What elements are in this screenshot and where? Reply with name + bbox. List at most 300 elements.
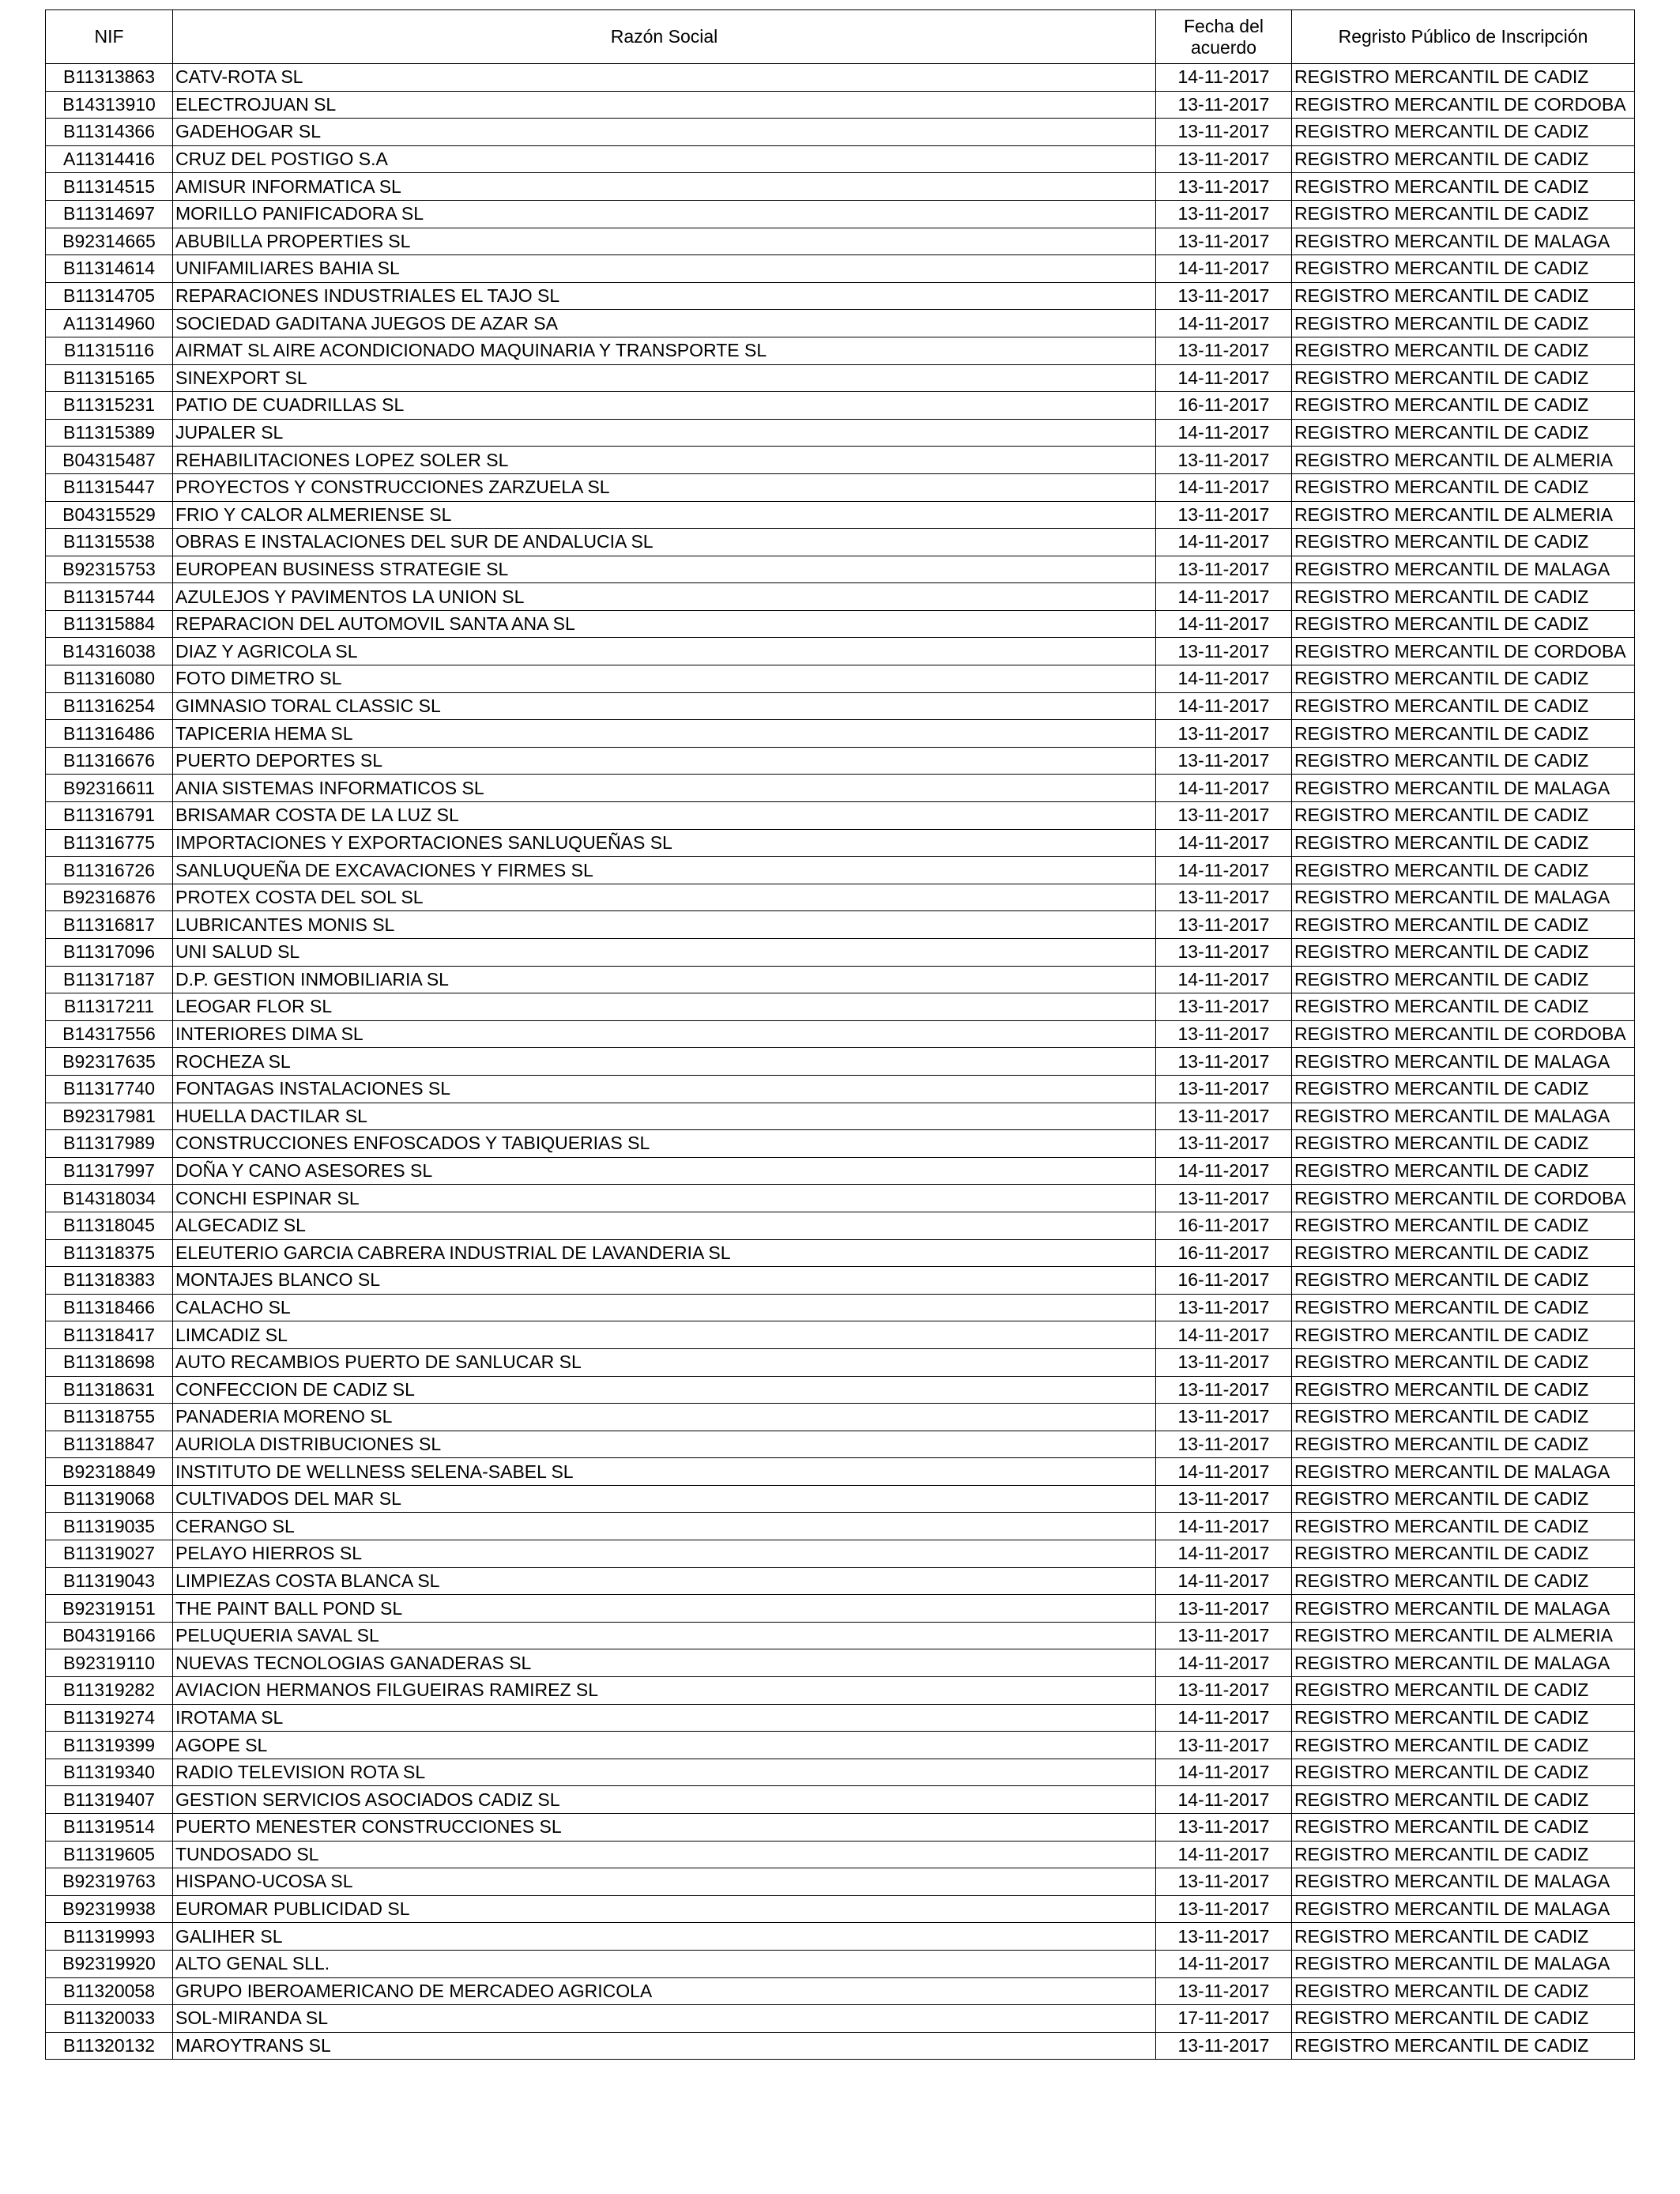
- table-row: [46, 1157, 1635, 1185]
- cell-razon-social: CERANGO SL: [173, 1513, 1156, 1540]
- table-row: [46, 747, 1635, 775]
- table-row: [46, 829, 1635, 857]
- cell-fecha-acuerdo: 13-11-2017: [1156, 1868, 1292, 1896]
- cell-nif: B11318383: [46, 1267, 173, 1295]
- cell-razon-social: PROYECTOS Y CONSTRUCCIONES ZARZUELA SL: [173, 473, 1156, 501]
- header-razon-social: Razón Social: [173, 10, 1156, 64]
- cell-registro: REGISTRO MERCANTIL DE MALAGA: [1292, 1595, 1635, 1623]
- cell-nif: B11314705: [46, 282, 173, 310]
- cell-razon-social: RADIO TELEVISION ROTA SL: [173, 1759, 1156, 1786]
- table-row: [46, 1431, 1635, 1458]
- cell-registro: REGISTRO MERCANTIL DE CADIZ: [1292, 473, 1635, 501]
- cell-nif: B11317187: [46, 966, 173, 993]
- cell-nif: B92314665: [46, 228, 173, 255]
- cell-razon-social: DIAZ Y AGRICOLA SL: [173, 638, 1156, 665]
- cell-razon-social: PATIO DE CUADRILLAS SL: [173, 392, 1156, 420]
- table-row: [46, 1732, 1635, 1759]
- cell-nif: B11318631: [46, 1376, 173, 1404]
- cell-registro: REGISTRO MERCANTIL DE CADIZ: [1292, 64, 1635, 92]
- cell-razon-social: ELEUTERIO GARCIA CABRERA INDUSTRIAL DE LAVANDERIA SL: [173, 1239, 1156, 1267]
- cell-registro: REGISTRO MERCANTIL DE CADIZ: [1292, 255, 1635, 283]
- cell-razon-social: ANIA SISTEMAS INFORMATICOS SL: [173, 775, 1156, 802]
- cell-fecha-acuerdo: 13-11-2017: [1156, 337, 1292, 364]
- cell-razon-social: MORILLO PANIFICADORA SL: [173, 200, 1156, 228]
- cell-razon-social: TUNDOSADO SL: [173, 1841, 1156, 1868]
- table-row: [46, 1923, 1635, 1951]
- cell-nif: B11317211: [46, 993, 173, 1021]
- cell-razon-social: AVIACION HERMANOS FILGUEIRAS RAMIREZ SL: [173, 1677, 1156, 1705]
- cell-fecha-acuerdo: 13-11-2017: [1156, 1020, 1292, 1048]
- cell-fecha-acuerdo: 13-11-2017: [1156, 1431, 1292, 1458]
- cell-razon-social: PELAYO HIERROS SL: [173, 1540, 1156, 1568]
- cell-nif: B11319282: [46, 1677, 173, 1705]
- cell-registro: REGISTRO MERCANTIL DE MALAGA: [1292, 1458, 1635, 1486]
- cell-registro: REGISTRO MERCANTIL DE CADIZ: [1292, 1157, 1635, 1185]
- cell-razon-social: LUBRICANTES MONIS SL: [173, 911, 1156, 939]
- cell-nif: B11317740: [46, 1075, 173, 1103]
- cell-fecha-acuerdo: 13-11-2017: [1156, 1376, 1292, 1404]
- cell-nif: B11314366: [46, 119, 173, 146]
- cell-fecha-acuerdo: 14-11-2017: [1156, 1649, 1292, 1677]
- cell-fecha-acuerdo: 13-11-2017: [1156, 2032, 1292, 2060]
- cell-registro: REGISTRO MERCANTIL DE CADIZ: [1292, 310, 1635, 337]
- cell-fecha-acuerdo: 16-11-2017: [1156, 1267, 1292, 1295]
- cell-registro: REGISTRO MERCANTIL DE CADIZ: [1292, 1923, 1635, 1951]
- cell-nif: B11315744: [46, 583, 173, 611]
- cell-razon-social: ELECTROJUAN SL: [173, 91, 1156, 119]
- cell-fecha-acuerdo: 13-11-2017: [1156, 91, 1292, 119]
- cell-fecha-acuerdo: 13-11-2017: [1156, 993, 1292, 1021]
- table-row: [46, 2005, 1635, 2033]
- cell-fecha-acuerdo: 13-11-2017: [1156, 501, 1292, 529]
- header-row: [46, 10, 1635, 64]
- table-row: [46, 1020, 1635, 1048]
- cell-fecha-acuerdo: 14-11-2017: [1156, 473, 1292, 501]
- cell-registro: REGISTRO MERCANTIL DE CORDOBA: [1292, 91, 1635, 119]
- cell-nif: B92315753: [46, 556, 173, 583]
- cell-registro: REGISTRO MERCANTIL DE MALAGA: [1292, 1103, 1635, 1130]
- cell-fecha-acuerdo: 13-11-2017: [1156, 173, 1292, 201]
- cell-registro: REGISTRO MERCANTIL DE CADIZ: [1292, 747, 1635, 775]
- cell-nif: B92319110: [46, 1649, 173, 1677]
- cell-fecha-acuerdo: 14-11-2017: [1156, 829, 1292, 857]
- cell-razon-social: PANADERIA MORENO SL: [173, 1404, 1156, 1431]
- cell-fecha-acuerdo: 14-11-2017: [1156, 583, 1292, 611]
- cell-registro: REGISTRO MERCANTIL DE CADIZ: [1292, 1977, 1635, 2005]
- cell-nif: B11316817: [46, 911, 173, 939]
- table-body: [46, 64, 1635, 2060]
- cell-razon-social: PUERTO DEPORTES SL: [173, 747, 1156, 775]
- table-row: [46, 282, 1635, 310]
- table-row: [46, 392, 1635, 420]
- cell-razon-social: TAPICERIA HEMA SL: [173, 720, 1156, 748]
- cell-razon-social: DOÑA Y CANO ASESORES SL: [173, 1157, 1156, 1185]
- cell-nif: B11318755: [46, 1404, 173, 1431]
- table-row: [46, 119, 1635, 146]
- cell-fecha-acuerdo: 13-11-2017: [1156, 1814, 1292, 1842]
- cell-registro: REGISTRO MERCANTIL DE CADIZ: [1292, 692, 1635, 720]
- header-registro: Regristo Público de Inscripción: [1292, 10, 1635, 64]
- cell-razon-social: EUROPEAN BUSINESS STRATEGIE SL: [173, 556, 1156, 583]
- cell-razon-social: INTERIORES DIMA SL: [173, 1020, 1156, 1048]
- cell-nif: B11316676: [46, 747, 173, 775]
- table-row: [46, 447, 1635, 474]
- cell-nif: B11314515: [46, 173, 173, 201]
- table-row: [46, 419, 1635, 447]
- cell-fecha-acuerdo: 14-11-2017: [1156, 1513, 1292, 1540]
- cell-razon-social: MONTAJES BLANCO SL: [173, 1267, 1156, 1295]
- cell-fecha-acuerdo: 13-11-2017: [1156, 1348, 1292, 1376]
- cell-razon-social: FOTO DIMETRO SL: [173, 665, 1156, 693]
- cell-razon-social: LIMPIEZAS COSTA BLANCA SL: [173, 1567, 1156, 1595]
- table-row: [46, 720, 1635, 748]
- table-row: [46, 692, 1635, 720]
- table-row: [46, 1485, 1635, 1513]
- cell-registro: REGISTRO MERCANTIL DE CORDOBA: [1292, 1185, 1635, 1212]
- cell-registro: REGISTRO MERCANTIL DE CADIZ: [1292, 145, 1635, 173]
- cell-nif: B11319274: [46, 1704, 173, 1732]
- cell-registro: REGISTRO MERCANTIL DE MALAGA: [1292, 1649, 1635, 1677]
- cell-registro: REGISTRO MERCANTIL DE CADIZ: [1292, 529, 1635, 556]
- cell-razon-social: FONTAGAS INSTALACIONES SL: [173, 1075, 1156, 1103]
- cell-registro: REGISTRO MERCANTIL DE CADIZ: [1292, 173, 1635, 201]
- cell-nif: B92316876: [46, 884, 173, 911]
- cell-nif: B92319763: [46, 1868, 173, 1896]
- cell-registro: REGISTRO MERCANTIL DE CADIZ: [1292, 200, 1635, 228]
- header-fecha-acuerdo: Fecha del acuerdo: [1156, 10, 1292, 64]
- cell-nif: B11314697: [46, 200, 173, 228]
- cell-razon-social: CRUZ DEL POSTIGO S.A: [173, 145, 1156, 173]
- cell-razon-social: PUERTO MENESTER CONSTRUCCIONES SL: [173, 1814, 1156, 1842]
- cell-fecha-acuerdo: 13-11-2017: [1156, 1103, 1292, 1130]
- cell-fecha-acuerdo: 14-11-2017: [1156, 665, 1292, 693]
- table-row: [46, 638, 1635, 665]
- cell-nif: B04319166: [46, 1622, 173, 1649]
- cell-razon-social: REHABILITACIONES LOPEZ SOLER SL: [173, 447, 1156, 474]
- cell-razon-social: PROTEX COSTA DEL SOL SL: [173, 884, 1156, 911]
- table-row: [46, 1458, 1635, 1486]
- table-row: [46, 1759, 1635, 1786]
- table-row: [46, 1950, 1635, 1977]
- table-row: [46, 583, 1635, 611]
- cell-nif: B11316791: [46, 802, 173, 830]
- cell-razon-social: NUEVAS TECNOLOGIAS GANADERAS SL: [173, 1649, 1156, 1677]
- cell-razon-social: SOL-MIRANDA SL: [173, 2005, 1156, 2033]
- cell-registro: REGISTRO MERCANTIL DE CADIZ: [1292, 1677, 1635, 1705]
- cell-fecha-acuerdo: 13-11-2017: [1156, 1677, 1292, 1705]
- cell-razon-social: ROCHEZA SL: [173, 1048, 1156, 1076]
- cell-fecha-acuerdo: 14-11-2017: [1156, 1704, 1292, 1732]
- cell-nif: B11319043: [46, 1567, 173, 1595]
- cell-razon-social: INSTITUTO DE WELLNESS SELENA-SABEL SL: [173, 1458, 1156, 1486]
- cell-nif: B11317997: [46, 1157, 173, 1185]
- cell-razon-social: ABUBILLA PROPERTIES SL: [173, 228, 1156, 255]
- cell-registro: REGISTRO MERCANTIL DE CADIZ: [1292, 2005, 1635, 2033]
- cell-nif: B14313910: [46, 91, 173, 119]
- cell-nif: B92319938: [46, 1895, 173, 1923]
- cell-fecha-acuerdo: 14-11-2017: [1156, 419, 1292, 447]
- cell-registro: REGISTRO MERCANTIL DE MALAGA: [1292, 1868, 1635, 1896]
- cell-razon-social: AMISUR INFORMATICA SL: [173, 173, 1156, 201]
- cell-registro: REGISTRO MERCANTIL DE CADIZ: [1292, 829, 1635, 857]
- cell-fecha-acuerdo: 14-11-2017: [1156, 364, 1292, 392]
- cell-razon-social: GIMNASIO TORAL CLASSIC SL: [173, 692, 1156, 720]
- cell-razon-social: AIRMAT SL AIRE ACONDICIONADO MAQUINARIA Y TRANSPORTE SL: [173, 337, 1156, 364]
- cell-fecha-acuerdo: 13-11-2017: [1156, 638, 1292, 665]
- cell-fecha-acuerdo: 14-11-2017: [1156, 775, 1292, 802]
- cell-razon-social: CALACHO SL: [173, 1294, 1156, 1321]
- cell-registro: REGISTRO MERCANTIL DE CADIZ: [1292, 1704, 1635, 1732]
- cell-registro: REGISTRO MERCANTIL DE CADIZ: [1292, 282, 1635, 310]
- cell-nif: B92316611: [46, 775, 173, 802]
- cell-fecha-acuerdo: 16-11-2017: [1156, 392, 1292, 420]
- cell-fecha-acuerdo: 13-11-2017: [1156, 447, 1292, 474]
- cell-fecha-acuerdo: 13-11-2017: [1156, 911, 1292, 939]
- cell-razon-social: FRIO Y CALOR ALMERIENSE SL: [173, 501, 1156, 529]
- cell-registro: REGISTRO MERCANTIL DE CADIZ: [1292, 1431, 1635, 1458]
- table-row: [46, 228, 1635, 255]
- cell-fecha-acuerdo: 13-11-2017: [1156, 939, 1292, 967]
- cell-razon-social: IROTAMA SL: [173, 1704, 1156, 1732]
- cell-nif: B04315487: [46, 447, 173, 474]
- cell-registro: REGISTRO MERCANTIL DE CADIZ: [1292, 665, 1635, 693]
- cell-nif: B11313863: [46, 64, 173, 92]
- cell-registro: REGISTRO MERCANTIL DE MALAGA: [1292, 1895, 1635, 1923]
- cell-nif: B11319027: [46, 1540, 173, 1568]
- cell-fecha-acuerdo: 14-11-2017: [1156, 1841, 1292, 1868]
- cell-razon-social: OBRAS E INSTALACIONES DEL SUR DE ANDALUCIA SL: [173, 529, 1156, 556]
- cell-registro: REGISTRO MERCANTIL DE CORDOBA: [1292, 638, 1635, 665]
- table-row: [46, 1321, 1635, 1349]
- cell-nif: B11318375: [46, 1239, 173, 1267]
- table-row: [46, 255, 1635, 283]
- table-row: [46, 1841, 1635, 1868]
- table-row: [46, 173, 1635, 201]
- cell-registro: REGISTRO MERCANTIL DE CADIZ: [1292, 1267, 1635, 1295]
- table-row: [46, 1977, 1635, 2005]
- cell-razon-social: PELUQUERIA SAVAL SL: [173, 1622, 1156, 1649]
- cell-nif: B11317989: [46, 1130, 173, 1158]
- cell-fecha-acuerdo: 13-11-2017: [1156, 747, 1292, 775]
- cell-nif: B11318417: [46, 1321, 173, 1349]
- cell-fecha-acuerdo: 14-11-2017: [1156, 610, 1292, 638]
- cell-registro: REGISTRO MERCANTIL DE MALAGA: [1292, 884, 1635, 911]
- cell-nif: B11319407: [46, 1786, 173, 1814]
- cell-nif: B11319068: [46, 1485, 173, 1513]
- cell-nif: B11314614: [46, 255, 173, 283]
- cell-razon-social: UNI SALUD SL: [173, 939, 1156, 967]
- cell-fecha-acuerdo: 13-11-2017: [1156, 200, 1292, 228]
- cell-registro: REGISTRO MERCANTIL DE CADIZ: [1292, 1759, 1635, 1786]
- cell-registro: REGISTRO MERCANTIL DE CADIZ: [1292, 1376, 1635, 1404]
- cell-nif: B92319920: [46, 1950, 173, 1977]
- cell-razon-social: CATV-ROTA SL: [173, 64, 1156, 92]
- cell-fecha-acuerdo: 13-11-2017: [1156, 1595, 1292, 1623]
- cell-fecha-acuerdo: 17-11-2017: [1156, 2005, 1292, 2033]
- table-row: [46, 857, 1635, 884]
- cell-fecha-acuerdo: 13-11-2017: [1156, 720, 1292, 748]
- cell-nif: B11315165: [46, 364, 173, 392]
- cell-razon-social: MAROYTRANS SL: [173, 2032, 1156, 2060]
- cell-nif: B11316486: [46, 720, 173, 748]
- table-row: [46, 665, 1635, 693]
- cell-nif: B11315447: [46, 473, 173, 501]
- cell-nif: B11316726: [46, 857, 173, 884]
- table-row: [46, 966, 1635, 993]
- cell-razon-social: AURIOLA DISTRIBUCIONES SL: [173, 1431, 1156, 1458]
- cell-nif: B11315116: [46, 337, 173, 364]
- cell-nif: B11319340: [46, 1759, 173, 1786]
- table-row: [46, 501, 1635, 529]
- cell-fecha-acuerdo: 13-11-2017: [1156, 884, 1292, 911]
- cell-razon-social: GRUPO IBEROAMERICANO DE MERCADEO AGRICOLA: [173, 1977, 1156, 2005]
- cell-nif: B11319514: [46, 1814, 173, 1842]
- cell-razon-social: CONCHI ESPINAR SL: [173, 1185, 1156, 1212]
- cell-nif: B11318466: [46, 1294, 173, 1321]
- table-row: [46, 802, 1635, 830]
- cell-razon-social: REPARACIONES INDUSTRIALES EL TAJO SL: [173, 282, 1156, 310]
- cell-razon-social: HISPANO-UCOSA SL: [173, 1868, 1156, 1896]
- cell-registro: REGISTRO MERCANTIL DE CADIZ: [1292, 583, 1635, 611]
- cell-razon-social: REPARACION DEL AUTOMOVIL SANTA ANA SL: [173, 610, 1156, 638]
- table-row: [46, 2032, 1635, 2060]
- cell-registro: REGISTRO MERCANTIL DE CADIZ: [1292, 1075, 1635, 1103]
- cell-registro: REGISTRO MERCANTIL DE ALMERIA: [1292, 1622, 1635, 1649]
- cell-fecha-acuerdo: 13-11-2017: [1156, 1485, 1292, 1513]
- cell-nif: B11318698: [46, 1348, 173, 1376]
- cell-registro: REGISTRO MERCANTIL DE CADIZ: [1292, 364, 1635, 392]
- cell-registro: REGISTRO MERCANTIL DE CADIZ: [1292, 720, 1635, 748]
- cell-registro: REGISTRO MERCANTIL DE CADIZ: [1292, 1786, 1635, 1814]
- cell-fecha-acuerdo: 14-11-2017: [1156, 1786, 1292, 1814]
- registry-table: [45, 9, 1635, 2060]
- cell-registro: REGISTRO MERCANTIL DE CADIZ: [1292, 1732, 1635, 1759]
- cell-razon-social: D.P. GESTION INMOBILIARIA SL: [173, 966, 1156, 993]
- cell-razon-social: IMPORTACIONES Y EXPORTACIONES SANLUQUEÑAS SL: [173, 829, 1156, 857]
- table-row: [46, 911, 1635, 939]
- table-row: [46, 1814, 1635, 1842]
- cell-registro: REGISTRO MERCANTIL DE CADIZ: [1292, 1404, 1635, 1431]
- table-row: [46, 64, 1635, 92]
- table-row: [46, 1348, 1635, 1376]
- cell-registro: REGISTRO MERCANTIL DE CADIZ: [1292, 966, 1635, 993]
- table-row: [46, 556, 1635, 583]
- cell-nif: B11316254: [46, 692, 173, 720]
- cell-razon-social: UNIFAMILIARES BAHIA SL: [173, 255, 1156, 283]
- table-row: [46, 1075, 1635, 1103]
- cell-razon-social: ALGECADIZ SL: [173, 1212, 1156, 1239]
- cell-registro: REGISTRO MERCANTIL DE CADIZ: [1292, 1540, 1635, 1568]
- cell-registro: REGISTRO MERCANTIL DE MALAGA: [1292, 228, 1635, 255]
- cell-razon-social: LIMCADIZ SL: [173, 1321, 1156, 1349]
- cell-fecha-acuerdo: 13-11-2017: [1156, 1075, 1292, 1103]
- table-row: [46, 1649, 1635, 1677]
- table-row: [46, 1540, 1635, 1568]
- cell-registro: REGISTRO MERCANTIL DE CADIZ: [1292, 911, 1635, 939]
- cell-nif: B11315538: [46, 529, 173, 556]
- cell-fecha-acuerdo: 13-11-2017: [1156, 556, 1292, 583]
- table-row: [46, 610, 1635, 638]
- cell-fecha-acuerdo: 14-11-2017: [1156, 1458, 1292, 1486]
- cell-registro: REGISTRO MERCANTIL DE ALMERIA: [1292, 447, 1635, 474]
- cell-nif: B92319151: [46, 1595, 173, 1623]
- cell-fecha-acuerdo: 14-11-2017: [1156, 255, 1292, 283]
- cell-fecha-acuerdo: 13-11-2017: [1156, 119, 1292, 146]
- table-row: [46, 529, 1635, 556]
- cell-fecha-acuerdo: 16-11-2017: [1156, 1212, 1292, 1239]
- cell-nif: B14316038: [46, 638, 173, 665]
- cell-razon-social: CULTIVADOS DEL MAR SL: [173, 1485, 1156, 1513]
- table-row: [46, 1294, 1635, 1321]
- cell-fecha-acuerdo: 16-11-2017: [1156, 1239, 1292, 1267]
- cell-nif: B11316080: [46, 665, 173, 693]
- cell-nif: B11319035: [46, 1513, 173, 1540]
- cell-registro: REGISTRO MERCANTIL DE CADIZ: [1292, 802, 1635, 830]
- table-row: [46, 200, 1635, 228]
- cell-fecha-acuerdo: 14-11-2017: [1156, 529, 1292, 556]
- cell-registro: REGISTRO MERCANTIL DE MALAGA: [1292, 1950, 1635, 1977]
- cell-fecha-acuerdo: 13-11-2017: [1156, 145, 1292, 173]
- cell-razon-social: AGOPE SL: [173, 1732, 1156, 1759]
- cell-fecha-acuerdo: 13-11-2017: [1156, 1294, 1292, 1321]
- cell-registro: REGISTRO MERCANTIL DE CADIZ: [1292, 993, 1635, 1021]
- cell-nif: B11320058: [46, 1977, 173, 2005]
- cell-registro: REGISTRO MERCANTIL DE CADIZ: [1292, 1485, 1635, 1513]
- table-row: [46, 145, 1635, 173]
- cell-nif: B11317096: [46, 939, 173, 967]
- cell-fecha-acuerdo: 13-11-2017: [1156, 1130, 1292, 1158]
- cell-registro: REGISTRO MERCANTIL DE CADIZ: [1292, 119, 1635, 146]
- cell-registro: REGISTRO MERCANTIL DE CADIZ: [1292, 1130, 1635, 1158]
- table-row: [46, 1595, 1635, 1623]
- cell-fecha-acuerdo: 14-11-2017: [1156, 1157, 1292, 1185]
- cell-razon-social: GALIHER SL: [173, 1923, 1156, 1951]
- cell-fecha-acuerdo: 14-11-2017: [1156, 310, 1292, 337]
- table-row: [46, 473, 1635, 501]
- cell-nif: B11320033: [46, 2005, 173, 2033]
- cell-fecha-acuerdo: 13-11-2017: [1156, 802, 1292, 830]
- cell-nif: B11320132: [46, 2032, 173, 2060]
- cell-nif: A11314416: [46, 145, 173, 173]
- cell-razon-social: LEOGAR FLOR SL: [173, 993, 1156, 1021]
- cell-razon-social: JUPALER SL: [173, 419, 1156, 447]
- cell-registro: REGISTRO MERCANTIL DE CADIZ: [1292, 337, 1635, 364]
- cell-registro: REGISTRO MERCANTIL DE CADIZ: [1292, 2032, 1635, 2060]
- cell-registro: REGISTRO MERCANTIL DE CORDOBA: [1292, 1020, 1635, 1048]
- table-row: [46, 364, 1635, 392]
- table-row: [46, 775, 1635, 802]
- cell-nif: B11315884: [46, 610, 173, 638]
- table-row: [46, 1567, 1635, 1595]
- cell-fecha-acuerdo: 13-11-2017: [1156, 1977, 1292, 2005]
- cell-razon-social: GADEHOGAR SL: [173, 119, 1156, 146]
- cell-fecha-acuerdo: 13-11-2017: [1156, 1185, 1292, 1212]
- cell-nif: B11318847: [46, 1431, 173, 1458]
- cell-fecha-acuerdo: 13-11-2017: [1156, 1404, 1292, 1431]
- table-header: [46, 10, 1635, 64]
- cell-fecha-acuerdo: 13-11-2017: [1156, 1048, 1292, 1076]
- cell-razon-social: AZULEJOS Y PAVIMENTOS LA UNION SL: [173, 583, 1156, 611]
- cell-nif: B11319993: [46, 1923, 173, 1951]
- cell-nif: B92317635: [46, 1048, 173, 1076]
- table-row: [46, 1267, 1635, 1295]
- cell-nif: B11318045: [46, 1212, 173, 1239]
- table-row: [46, 1376, 1635, 1404]
- cell-razon-social: ALTO GENAL SLL.: [173, 1950, 1156, 1977]
- cell-fecha-acuerdo: 14-11-2017: [1156, 966, 1292, 993]
- cell-nif: B11319605: [46, 1841, 173, 1868]
- cell-razon-social: AUTO RECAMBIOS PUERTO DE SANLUCAR SL: [173, 1348, 1156, 1376]
